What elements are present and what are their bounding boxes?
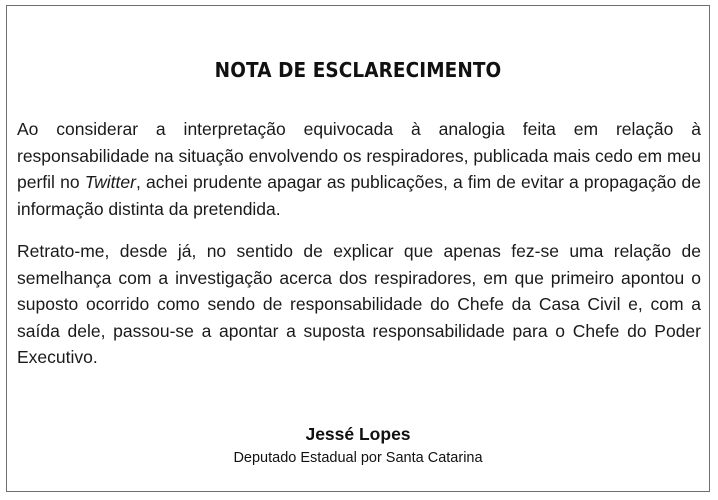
signature-name: Jessé Lopes [305, 424, 411, 444]
paragraph-2: Retrato-me, desde já, no sentido de explicar que apenas fez-se uma relação de semelhança com a investigação acerca dos respiradores, em que primeiro apontou o suposto ocorrido como sendo de responsabilidade do Chefe da Casa Civil e, com a saída dele, passou-se a apontar a suposta responsabilidade para o Chefe do Poder Executivo. [17, 241, 701, 367]
paragraph-1-text-b: , achei prudente apagar as publicações, a fim de evitar a propagação de informação distinta da pretendida. [17, 172, 702, 219]
paragraph-1-text-a: Ao considerar a interpretação equivocada à analogia feita em relação à responsabilidade na situação envolvendo os respiradores, publicada mais cedo em meu perfil no [17, 119, 701, 192]
paragraph-1 [17, 116, 701, 222]
document-frame [6, 5, 710, 492]
signature-role: Deputado Estadual por Santa Catarina [233, 450, 483, 466]
document-title: NOTA DE ESCLARECIMENTO [214, 58, 502, 82]
paragraph-1-italic: Twitter [84, 172, 136, 192]
